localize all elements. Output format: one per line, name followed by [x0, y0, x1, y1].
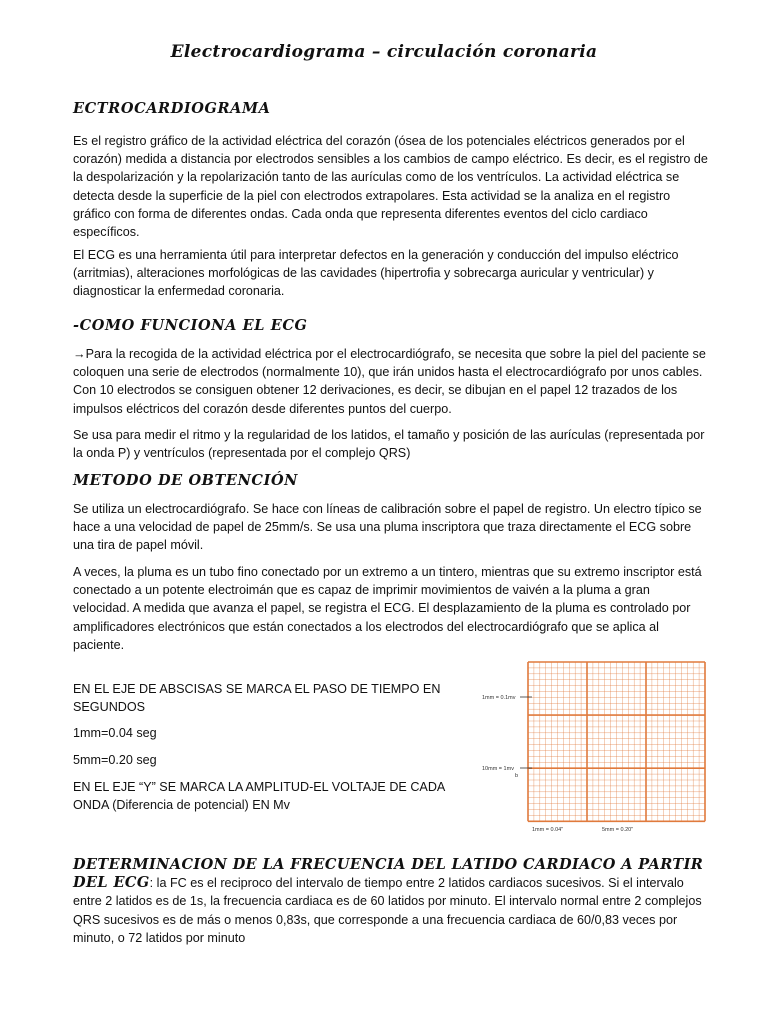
- section-heading-metodo: METODO DE OBTENCIÓN: [73, 472, 299, 489]
- ecg-grid-svg: [480, 660, 708, 832]
- paragraph-text: →Para la recogida de la actividad eléctrica por el electrocardiógrafo, se necesita que sobre la piel del paciente se coloquen una serie de electrodos (normalmente 10), que irán unidos hasta el electrocardiógrafo por unos cables. Con 10 electrodos se consiguen obtener 12 derivaciones, es decir, se dibujan en el papel 12 trazados de los impulsos eléctricos del corazón desde diferentes puntos del cuerpo.: [73, 347, 706, 416]
- section3-paragraph-1: [73, 500, 709, 555]
- paragraph-text: [73, 856, 709, 947]
- section2-paragraph-2: [73, 426, 709, 462]
- paragraph-text: 5mm=0.20 seg: [73, 753, 157, 767]
- mm1-note: [73, 724, 453, 742]
- axis-x-note: [73, 680, 453, 716]
- paragraph-text: El ECG es una herramienta útil para interpretar defectos en la generación y conducción del impulso eléctrico (arritmias), alteraciones morfológicas de las cavidades (hipertrofia y sobrecarga auricular y ventricular) y diagnosticar la enfermedad coronaria.: [73, 248, 679, 299]
- paragraph-text: EN EL EJE DE ABSCISAS SE MARCA EL PASO DE TIEMPO EN SEGUNDOS: [73, 682, 441, 715]
- label-1mm-time: 1mm = 0.04": [532, 827, 564, 832]
- paragraph-text: Se usa para medir el ritmo y la regularidad de los latidos, el tamaño y posición de las aurículas (representada por la onda P) y ventrículos (representada por el complejo QRS): [73, 428, 705, 461]
- paragraph-text: 1mm=0.04 seg: [73, 726, 157, 740]
- label-10mm: 10mm = 1mv: [482, 766, 514, 772]
- section4-paragraph: [73, 856, 709, 947]
- label-1mm-amp: 1mm = 0.1mv: [482, 695, 516, 701]
- paragraph-text: A veces, la pluma es un tubo fino conectado por un extremo a un tintero, mientras que su extremo inscriptor está conectado a un potente electroimán que es capaz de imprimir movimientos de vaivén a la pluma a gran velocidad. A medida que avanza el papel, se registra el ECG. El desplazamiento de la pluma es controlado por amplificadores electrónicos que están conectados a los electrodos del electrocardiógrafo que se aplica al paciente.: [73, 565, 702, 652]
- section1-paragraph-1: [73, 132, 709, 241]
- axis-y-note: [73, 778, 468, 814]
- label-b: b: [515, 773, 519, 779]
- section-heading-frecuencia: DETERMINACION DE LA FRECUENCIA DEL LATIDO CARDIACO A PARTIR DEL ECG: [73, 856, 704, 892]
- section3-paragraph-2: [73, 563, 709, 654]
- section2-paragraph-1: [73, 345, 709, 418]
- mm5-note: [73, 751, 453, 769]
- paragraph-text: Es el registro gráfico de la actividad eléctrica del corazón (ósea de los potenciales eléctricos generados por el corazón) medida a distancia por electrodos sensibles a los cambios de campo eléctrico. Es decir, es el registro de la despolarización y la repolarización tanto de las aurículas como de los ventrículos. La actividad eléctrica se detecta desde la superficie de la piel con electrodos extrapolares. Esta actividad se la analiza en el registro gráfico con forma de diferentes ondas. Cada onda que representa diferentes eventos del ciclo cardiaco específicos.: [73, 134, 708, 240]
- section-heading-como-funciona: -COMO FUNCIONA EL ECG: [73, 317, 308, 334]
- section-heading-ecg: ECTROCARDIOGRAMA: [73, 100, 271, 117]
- ecg-paper-figure: [480, 660, 708, 832]
- frecuencia-text: : la FC es el reciproco del intervalo de tiempo entre 2 latidos cardiacos sucesivos. Si el intervalo entre 2 latidos es de 1s, la frecuencia cardiaca es de 60 latidos por minuto. El intervalo normal entre 2 complejos QRS sucesivos es de más o menos 0,83s, que corresponde a una frecuencia cardiaca de 60/0,83 veces por minuto, o 72 latidos por minuto: [73, 876, 702, 945]
- paragraph-text: EN EL EJE “Y” SE MARCA LA AMPLITUD-EL VOLTAJE DE CADA ONDA (Diferencia de potencial) EN Mv: [73, 780, 445, 813]
- paragraph-text: Se utiliza un electrocardiógrafo. Se hace con líneas de calibración sobre el papel de registro. Un electro típico se hace a una velocidad de papel de 25mm/s. Se usa una pluma inscriptora que traza directamente el ECG sobre una tira de papel móvil.: [73, 502, 702, 553]
- label-5mm-time: 5mm = 0.20": [602, 827, 634, 832]
- document-title: Electrocardiograma – circulación coronaria: [170, 42, 598, 62]
- section1-paragraph-2: [73, 246, 709, 301]
